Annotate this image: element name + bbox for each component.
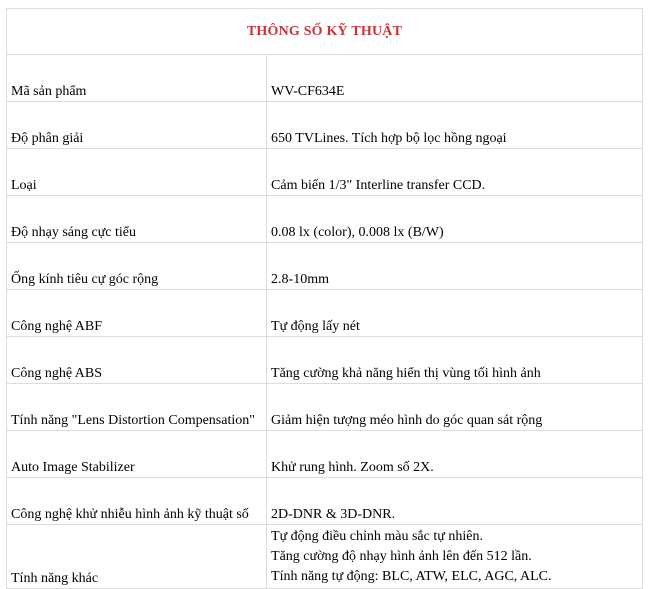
spec-value: 2.8-10mm	[267, 243, 643, 290]
spec-value: 0.08 lx (color), 0.008 lx (B/W)	[267, 196, 643, 243]
spec-value-line: Tăng cường độ nhạy hình ảnh lên đến 512 lần.	[271, 549, 532, 564]
table-row	[7, 431, 643, 478]
table-row	[7, 149, 643, 196]
table-row	[7, 196, 643, 243]
spec-value-line: Tự động điều chỉnh màu sắc tự nhiên.	[271, 529, 483, 544]
spec-table	[6, 8, 643, 589]
spec-value: Tăng cường khả năng hiển thị vùng tối hình ảnh	[267, 337, 643, 384]
spec-value	[267, 525, 643, 589]
table-row	[7, 102, 643, 149]
spec-label: Độ phân giải	[7, 102, 267, 149]
spec-value-line: Tính năng tự động: BLC, ATW, ELC, AGC, ALC.	[271, 569, 552, 584]
table-title: THÔNG SỐ KỸ THUẬT	[7, 9, 643, 55]
spec-label: Mã sản phẩm	[7, 55, 267, 102]
spec-value: WV-CF634E	[267, 55, 643, 102]
spec-label: Công nghệ khử nhiễu hình ảnh kỹ thuật số	[7, 478, 267, 525]
table-row	[7, 290, 643, 337]
spec-value: Tự động lấy nét	[267, 290, 643, 337]
spec-label: Ống kính tiêu cự góc rộng	[7, 243, 267, 290]
spec-value: Giảm hiện tượng méo hình do góc quan sát rộng	[267, 384, 643, 431]
title-row	[7, 9, 643, 55]
table-row	[7, 55, 643, 102]
spec-value: 650 TVLines. Tích hợp bộ lọc hồng ngoại	[267, 102, 643, 149]
spec-value: Cảm biến 1/3" Interline transfer CCD.	[267, 149, 643, 196]
spec-label: Công nghệ ABS	[7, 337, 267, 384]
table-row	[7, 384, 643, 431]
table-row	[7, 525, 643, 589]
table-row	[7, 478, 643, 525]
spec-label: Loại	[7, 149, 267, 196]
spec-label: Công nghệ ABF	[7, 290, 267, 337]
spec-label: Auto Image Stabilizer	[7, 431, 267, 478]
spec-value: Khử rung hình. Zoom số 2X.	[267, 431, 643, 478]
spec-value: 2D-DNR & 3D-DNR.	[267, 478, 643, 525]
spec-label: Độ nhạy sáng cực tiểu	[7, 196, 267, 243]
table-row	[7, 337, 643, 384]
spec-label: Tính năng khác	[7, 525, 267, 589]
table-row	[7, 243, 643, 290]
spec-label: Tính năng "Lens Distortion Compensation"	[7, 384, 267, 431]
